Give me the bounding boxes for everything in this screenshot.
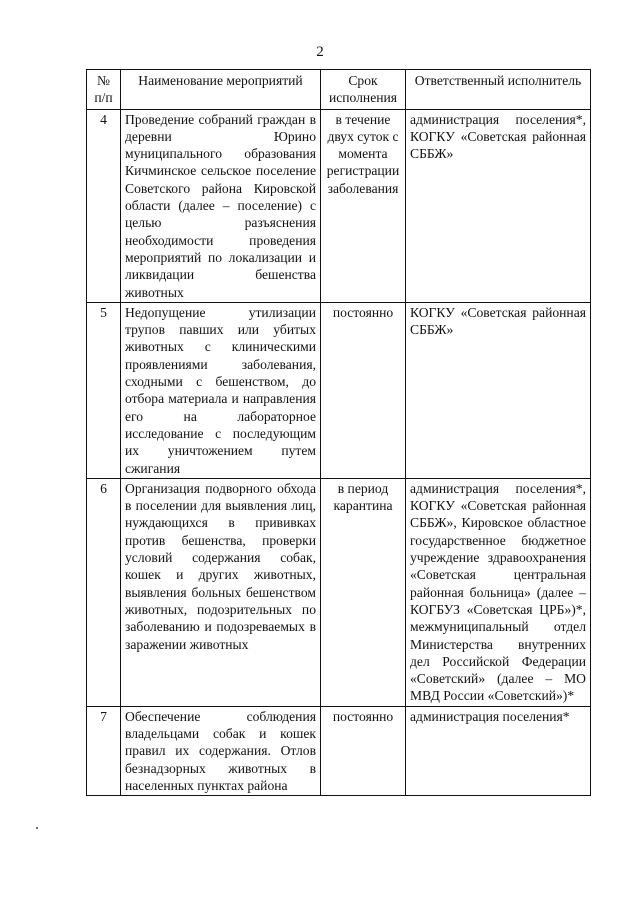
row-responsible: администрация поселения* xyxy=(406,706,591,795)
row-term: в течение двух суток с момента регистрации заболевания xyxy=(321,109,406,302)
row-term: в период карантина xyxy=(321,478,406,706)
table-row xyxy=(87,706,591,795)
scan-speck xyxy=(36,827,38,829)
row-responsible: КОГКУ «Советская районная СББЖ» xyxy=(406,302,591,478)
row-number: 5 xyxy=(87,302,121,478)
table-row xyxy=(87,109,591,302)
row-responsible: администрация поселения*, КОГКУ «Советская районная СББЖ» xyxy=(406,109,591,302)
row-number: 6 xyxy=(87,478,121,706)
row-name: Организация подворного обхода в поселении для выявления лиц, нуждающихся в прививках против бешенства, проверки условий содержания собак, кошек и других животных, выявления больных бешенством животных, подозрительных по заболеванию и подозреваемых в заражении животных xyxy=(121,478,321,706)
table-row xyxy=(87,302,591,478)
row-name: Обеспечение соблюдения владельцами собак и кошек правил их содержания. Отлов безнадзорных животных в населенных пунктах района xyxy=(121,706,321,795)
header-responsible: Ответственный исполнитель xyxy=(406,70,591,110)
table-row xyxy=(87,478,591,706)
row-term: постоянно xyxy=(321,706,406,795)
row-number: 4 xyxy=(87,109,121,302)
row-name: Проведение собраний граждан в деревни Юрино муниципального образования Кичминское сельское поселение Советского района Кировской области (далее – поселение) с целью разъяснения необходимости проведения мероприятий по локализации и ликвидации бешенства животных xyxy=(121,109,321,302)
table-header-row xyxy=(87,70,591,110)
row-number: 7 xyxy=(87,706,121,795)
row-term: постоянно xyxy=(321,302,406,478)
header-number: № п/п xyxy=(87,70,121,110)
header-term: Срок исполнения xyxy=(321,70,406,110)
row-name: Недопущение утилизации трупов павших или убитых животных с клиническими проявлениями заболевания, сходными с бешенством, до отбора материала и направления его на лабораторное исследование с последующим их уничтожением путем сжигания xyxy=(121,302,321,478)
page-number: 2 xyxy=(316,44,324,60)
row-responsible: администрация поселения*, КОГКУ «Советская районная СББЖ», Кировское областное государственное бюджетное учреждение здравоохранения «Советская центральная районная больница» (далее – КОГБУЗ «Советская ЦРБ»)*, межмуниципальный отдел Министерства внутренних дел Российской Федерации «Советский» (далее – МО МВД России «Советский»)* xyxy=(406,478,591,706)
measures-table xyxy=(86,69,591,796)
header-name: Наименование мероприятий xyxy=(121,70,321,110)
